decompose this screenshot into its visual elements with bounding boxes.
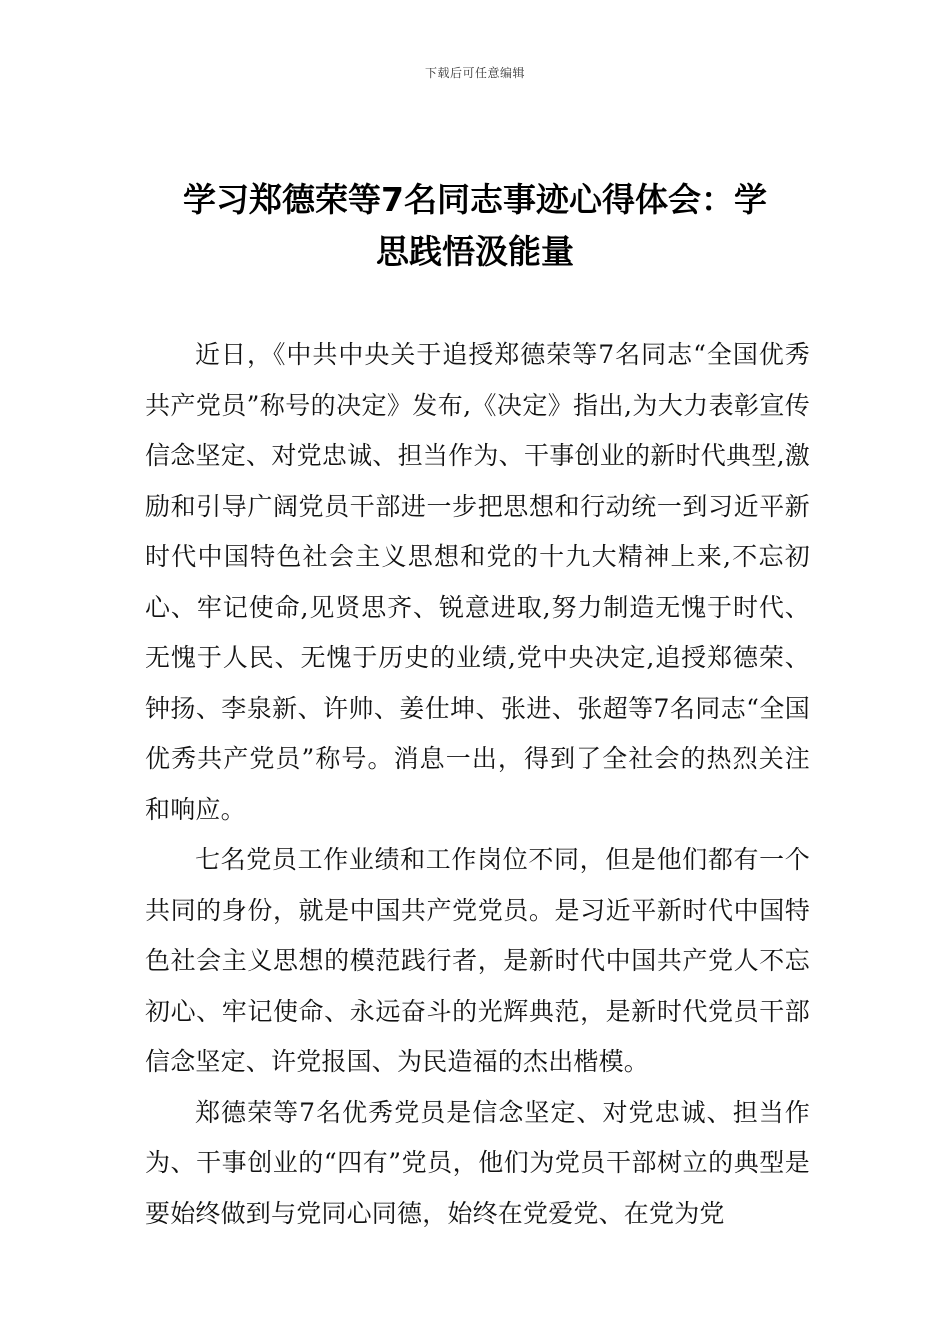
paragraph-3: 郑德荣等7名优秀党员是信念坚定、对党忠诚、担当作为、干事创业的“四有”党员，他们为党员干部树立的典型是要始终做到与党同心同德，始终在党爱党、在党为党 [145,1097,810,1228]
document-title [100,174,850,278]
title-line-2: 思践悟汲能量 [376,232,574,271]
body-text [145,330,810,1239]
title-line-1: 学习郑德荣等7名同志事迹心得体会：学 [183,180,767,219]
paragraph-2: 七名党员工作业绩和工作岗位不同，但是他们都有一个共同的身份，就是中国共产党党员。是习近平新时代中国特色社会主义思想的模范践行者，是新时代中国共产党人不忘初心、牢记使命、永远奋斗的光辉典范，是新时代党员干部信念坚定、许党报国、为民造福的杰出楷模。 [145,845,810,1076]
header-note: 下载后可任意编辑 [424,66,525,80]
paragraph-1: 近日，《中共中央关于追授郑德荣等7名同志“全国优秀共产党员”称号的决定》发布,《决定》指出,为大力表彰宣传信念坚定、对党忠诚、担当作为、干事创业的新时代典型,激励和引导广阔党员干部进一步把思想和行动统一到习近平新时代中国特色社会主义思想和党的十九大精神上来,不忘初心、牢记使命,见贤思齐、锐意进取,努力制造无愧于时代、无愧于人民、无愧于历史的业绩,党中央决定,追授郑德荣、钟扬、李泉新、许帅、姜仕坤、张进、张超等7名同志“全国优秀共产党员”称号。消息一出，得到了全社会的热烈关注和响应。 [145,340,810,824]
